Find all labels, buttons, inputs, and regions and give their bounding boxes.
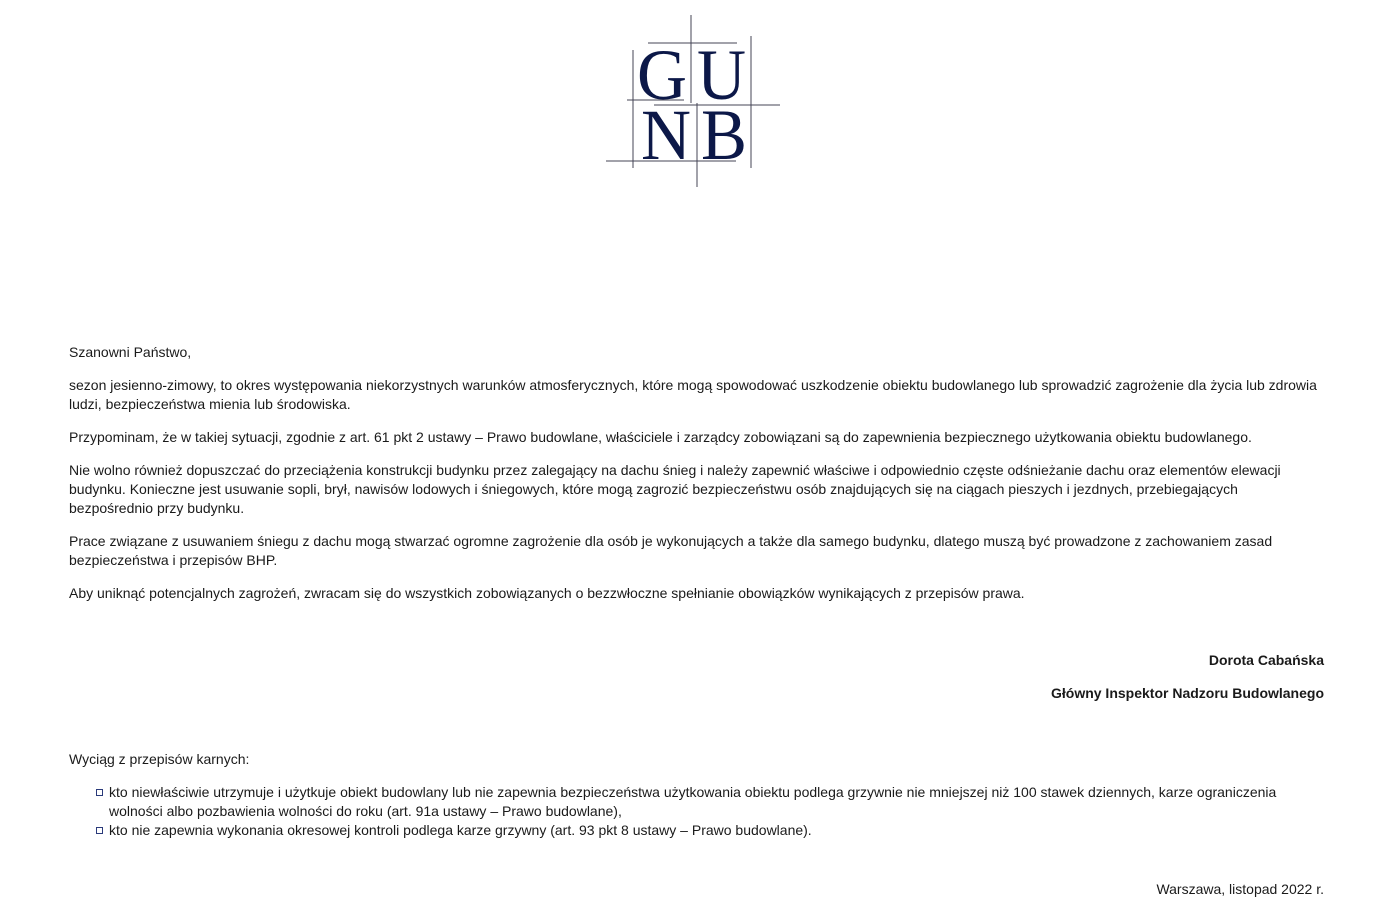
list-item bbox=[109, 783, 1324, 821]
svg-text:N: N bbox=[641, 95, 691, 175]
svg-text:G: G bbox=[637, 35, 687, 115]
square-bullet-icon bbox=[96, 789, 103, 796]
place-date: Warszawa, listopad 2022 r. bbox=[1156, 881, 1324, 897]
square-bullet-icon bbox=[96, 827, 103, 834]
paragraph: sezon jesienno-zimowy, to okres występowania niekorzystnych warunków atmosferycznych, które mogą spowodować uszkodzenie obiektu budowlanego lub sprowadzić zagrożenie dla życia lub zdrowia ludzi, bezpieczeństwa mienia lub środowiska. bbox=[69, 377, 1317, 412]
svg-text:U: U bbox=[697, 35, 746, 115]
svg-text:B: B bbox=[701, 95, 747, 175]
excerpt-heading: Wyciąg z przepisów karnych: bbox=[69, 751, 250, 767]
paragraph: Aby uniknąć potencjalnych zagrożeń, zwracam się do wszystkich zobowiązanych o bezzwłoczne spełnianie obowiązków wynikających z przepisów prawa. bbox=[69, 585, 1025, 601]
list-item-text: kto niewłaściwie utrzymuje i użytkuje obiekt budowlany lub nie zapewnia bezpieczeństwa użytkowania obiektu podlega grzywnie nie mniejszej niż 100 stawek dziennych, karze ograniczenia wolności albo pozbawienia wolności do roku (art. 91a ustawy – Prawo budowlane), bbox=[109, 784, 1277, 819]
list-item-text: kto nie zapewnia wykonania okresowej kontroli podlega karze grzywny (art. 93 pkt 8 ustawy – Prawo budowlane). bbox=[109, 822, 812, 838]
paragraph: Nie wolno również dopuszczać do przeciążenia konstrukcji budynku przez zalegający na dachu śnieg i należy zapewnić właściwe i odpowiednio częste odśnieżanie dachu oraz elementów elewacji budynku. Konieczne jest usuwanie sopli, brył, nawisów lodowych i śniegowych, które mogą zagrozić bezpieczeństwu osób znajdujących się na ciągach pieszych i jezdnych, przebiegających bezpośrednio przy budynku. bbox=[69, 462, 1281, 516]
salutation: Szanowni Państwo, bbox=[69, 344, 192, 360]
signature-title: Główny Inspektor Nadzoru Budowlanego bbox=[1050, 685, 1324, 701]
list-item bbox=[109, 821, 1324, 840]
paragraph: Prace związane z usuwaniem śniegu z dachu mogą stwarzać ogromne zagrożenie dla osób je wykonujących a także dla samego budynku, dlatego muszą być prowadzone z zachowaniem zasad bezpieczeństwa i przepisów BHP. bbox=[69, 533, 1273, 568]
letter-body bbox=[69, 343, 1324, 899]
excerpt-list bbox=[69, 783, 1324, 840]
signature-name: Dorota Cabańska bbox=[1208, 652, 1324, 668]
gunb-logo bbox=[600, 10, 790, 190]
paragraph: Przypominam, że w takiej sytuacji, zgodnie z art. 61 pkt 2 ustawy – Prawo budowlane, właściciele i zarządcy zobowiązani są do zapewnienia bezpiecznego użytkowania obiektu budowlanego. bbox=[69, 429, 1252, 445]
